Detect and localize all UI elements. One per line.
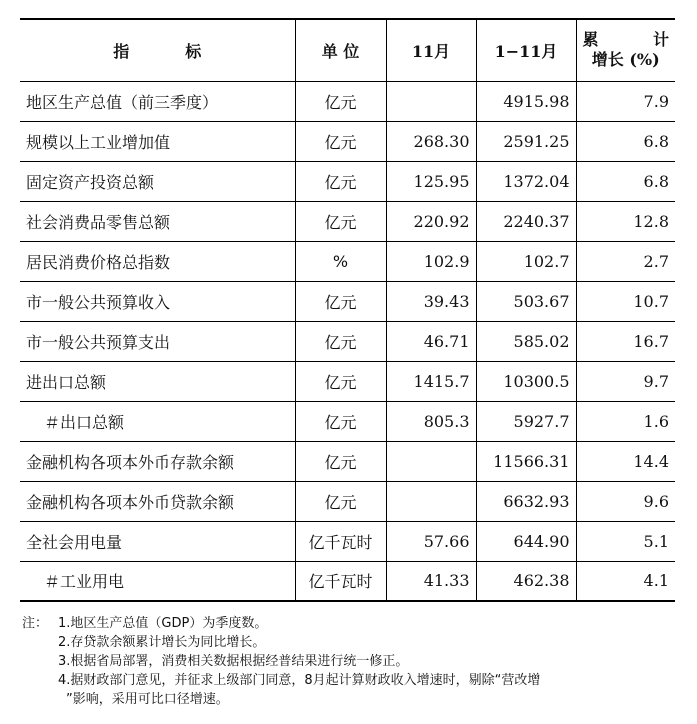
header-month: 11月 [386,19,476,81]
row-unit: 亿元 [295,281,386,321]
header-unit: 单 位 [295,19,386,81]
table-row [20,561,675,601]
row-name: 金融机构各项本外币贷款余额 [20,481,295,521]
row-month: 805.3 [386,401,476,441]
row-month: 125.95 [386,161,476,201]
footnote-2 [22,633,682,652]
row-growth: 1.6 [576,401,675,441]
row-unit: 亿元 [295,441,386,481]
row-ytd: 6632.93 [476,481,576,521]
row-growth: 6.8 [576,121,675,161]
row-growth: 9.7 [576,361,675,401]
header-ytd: 1−11月 [476,19,576,81]
footnote-text: 1.地区生产总值（GDP）为季度数。 [58,616,268,631]
row-name: 金融机构各项本外币存款余额 [20,441,295,481]
row-name: 市一般公共预算支出 [20,321,295,361]
row-growth: 9.6 [576,481,675,521]
row-ytd: 2591.25 [476,121,576,161]
row-name: 市一般公共预算收入 [20,281,295,321]
table-row [20,121,675,161]
row-name: 规模以上工业增加值 [20,121,295,161]
footnotes [22,614,682,709]
row-ytd: 10300.5 [476,361,576,401]
header-indicator-a: 指 [113,41,130,61]
table-row [20,401,675,441]
row-month [386,481,476,521]
row-unit: 亿千瓦时 [295,521,386,561]
row-month: 39.43 [386,281,476,321]
row-month: 41.33 [386,561,476,601]
row-ytd: 644.90 [476,521,576,561]
row-unit: % [295,241,386,281]
row-month: 1415.7 [386,361,476,401]
row-unit: 亿元 [295,481,386,521]
footnote-4 [22,671,682,690]
row-growth: 12.8 [576,201,675,241]
footnote-text: 3.根据省局部署，消费相关数据根据经普结果进行统一修正。 [58,654,409,669]
row-ytd: 1372.04 [476,161,576,201]
footnote-lead: 注： [22,616,49,631]
row-unit: 亿元 [295,81,386,121]
table-row [20,81,675,121]
row-unit: 亿元 [295,321,386,361]
table-row [20,321,675,361]
row-growth: 10.7 [576,281,675,321]
footnote-text: 4.据财政部门意见，并征求上级部门同意，8月起计算财政收入增速时，剔除“营改增 [58,673,541,688]
row-name: 进出口总额 [20,361,295,401]
row-unit: 亿元 [295,121,386,161]
table-row [20,201,675,241]
row-unit: 亿元 [295,201,386,241]
row-name: 社会消费品零售总额 [20,201,295,241]
row-month [386,81,476,121]
header-row [20,19,675,81]
row-unit: 亿元 [295,361,386,401]
row-month: 102.9 [386,241,476,281]
row-unit: 亿千瓦时 [295,561,386,601]
table-row [20,361,675,401]
header-indicator-b: 标 [185,41,202,61]
row-ytd: 4915.98 [476,81,576,121]
row-growth: 7.9 [576,81,675,121]
row-growth: 4.1 [576,561,675,601]
footnote-1 [22,614,682,633]
row-growth: 2.7 [576,241,675,281]
row-ytd: 2240.37 [476,201,576,241]
row-month: 268.30 [386,121,476,161]
row-ytd: 462.38 [476,561,576,601]
table-row [20,441,675,481]
row-unit: 亿元 [295,161,386,201]
row-name: ＃出口总额 [20,401,295,441]
table-row [20,521,675,561]
table-row [20,481,675,521]
row-growth: 14.4 [576,441,675,481]
table-row [20,241,675,281]
row-unit: 亿元 [295,401,386,441]
header-cumulative-growth [576,19,675,81]
table-row [20,281,675,321]
row-growth: 16.7 [576,321,675,361]
header-indicator [20,19,295,81]
statistics-table [20,18,675,602]
row-name: 居民消费价格总指数 [20,241,295,281]
row-ytd: 102.7 [476,241,576,281]
footnote-text: 2.存贷款余额累计增长为同比增长。 [58,635,266,650]
row-ytd: 11566.31 [476,441,576,481]
row-ytd: 503.67 [476,281,576,321]
row-ytd: 585.02 [476,321,576,361]
header-cum-a: 累 [582,30,599,50]
row-month: 220.92 [386,201,476,241]
row-month [386,441,476,481]
row-name: ＃工业用电 [20,561,295,601]
row-month: 57.66 [386,521,476,561]
row-growth: 6.8 [576,161,675,201]
row-growth: 5.1 [576,521,675,561]
row-ytd: 5927.7 [476,401,576,441]
table-row [20,161,675,201]
row-name: 全社会用电量 [20,521,295,561]
row-name: 地区生产总值（前三季度） [20,81,295,121]
header-cum-b: 计 [652,30,669,50]
row-name: 固定资产投资总额 [20,161,295,201]
footnote-4-continued: ”影响，采用可比口径增速。 [66,692,229,707]
header-cum-c: 增长 (%) [591,50,660,70]
footnote-3 [22,652,682,671]
row-month: 46.71 [386,321,476,361]
